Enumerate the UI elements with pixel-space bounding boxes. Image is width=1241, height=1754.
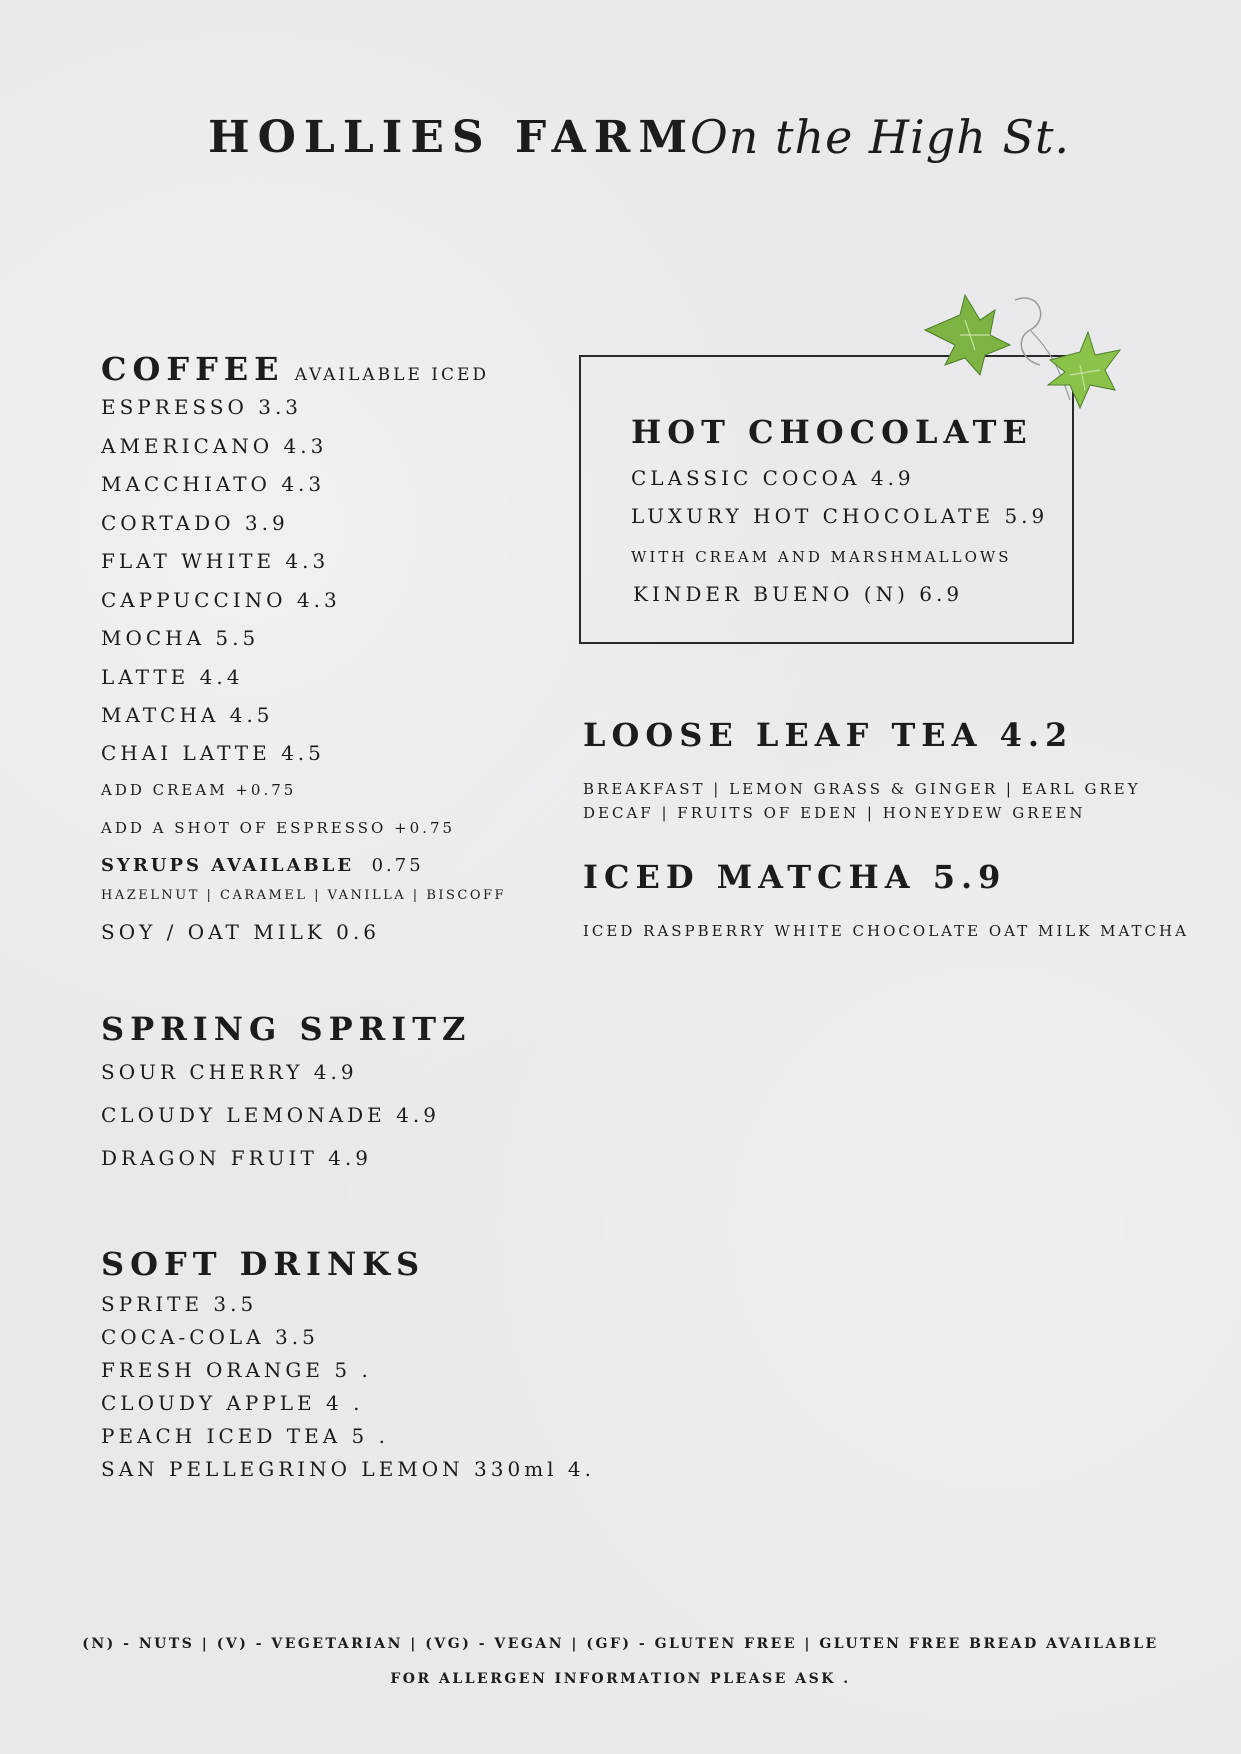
syrups-price: 0.75	[371, 855, 424, 876]
coffee-item: CHAI LATTE 4.5	[101, 741, 325, 765]
iced-matcha-description: ICED RASPBERRY WHITE CHOCOLATE OAT MILK MATCHA	[583, 922, 1189, 940]
milk-option: SOY / OAT MILK 0.6	[101, 920, 380, 944]
loose-leaf-tea-title: LOOSE LEAF TEA 4.2	[583, 716, 1074, 754]
coffee-title: COFFEE	[101, 350, 285, 388]
hot-chocolate-title: HOT CHOCOLATE	[631, 413, 1033, 451]
tea-varieties: DECAF | FRUITS OF EDEN | HONEYDEW GREEN	[583, 804, 1086, 822]
soft-drinks-title: SOFT DRINKS	[101, 1245, 426, 1283]
coffee-subtitle: AVAILABLE ICED	[294, 365, 490, 385]
coffee-item: CAPPUCCINO 4.3	[101, 588, 341, 612]
syrups-label: SYRUPS AVAILABLE	[101, 855, 355, 876]
spritz-item: CLOUDY LEMONADE 4.9	[101, 1103, 440, 1127]
coffee-item: MACCHIATO 4.3	[101, 472, 326, 496]
soft-drink-item: PEACH ICED TEA 5 .	[101, 1424, 389, 1448]
hot-chocolate-item: KINDER BUENO (N) 6.9	[633, 582, 964, 606]
coffee-item: LATTE 4.4	[101, 665, 244, 689]
spritz-item: SOUR CHERRY 4.9	[101, 1060, 358, 1084]
tea-varieties: BREAKFAST | LEMON GRASS & GINGER | EARL GREY	[583, 780, 1141, 798]
syrup-flavours: HAZELNUT | CARAMEL | VANILLA | BISCOFF	[101, 888, 507, 903]
hot-chocolate-item: LUXURY HOT CHOCOLATE 5.9	[631, 504, 1049, 528]
soft-drink-item: FRESH ORANGE 5 .	[101, 1358, 372, 1382]
menu-script-subtitle: On the High St.	[690, 110, 1071, 164]
syrups-line	[101, 855, 424, 876]
coffee-item: ESPRESSO 3.3	[101, 395, 303, 419]
add-cream-note: ADD CREAM +0.75	[101, 781, 297, 799]
add-shot-note: ADD A SHOT OF ESPRESSO +0.75	[101, 819, 456, 837]
soft-drink-item: COCA-COLA 3.5	[101, 1325, 319, 1349]
coffee-item: AMERICANO 4.3	[101, 434, 328, 458]
coffee-item: MATCHA 4.5	[101, 703, 274, 727]
soft-drink-item: SAN PELLEGRINO LEMON 330ml 4.	[101, 1457, 595, 1481]
hot-chocolate-note: WITH CREAM AND MARSHMALLOWS	[631, 548, 1012, 566]
soft-drink-item: CLOUDY APPLE 4 .	[101, 1391, 364, 1415]
menu-title: HOLLIES FARM	[208, 112, 696, 163]
spring-spritz-title: SPRING SPRITZ	[101, 1010, 472, 1048]
spritz-item: DRAGON FRUIT 4.9	[101, 1146, 372, 1170]
coffee-item: FLAT WHITE 4.3	[101, 549, 330, 573]
coffee-item: CORTADO 3.9	[101, 511, 289, 535]
dietary-legend: (N) - NUTS | (V) - VEGETARIAN | (VG) - VEGAN | (GF) - GLUTEN FREE | GLUTEN FREE BREAD AVAILABLE	[82, 1636, 1159, 1652]
iced-matcha-title: ICED MATCHA 5.9	[583, 858, 1007, 896]
coffee-item: MOCHA 5.5	[101, 626, 260, 650]
allergen-note: FOR ALLERGEN INFORMATION PLEASE ASK .	[390, 1671, 851, 1687]
coffee-heading	[101, 350, 489, 388]
hot-chocolate-item: CLASSIC COCOA 4.9	[631, 466, 915, 490]
soft-drink-item: SPRITE 3.5	[101, 1292, 258, 1316]
